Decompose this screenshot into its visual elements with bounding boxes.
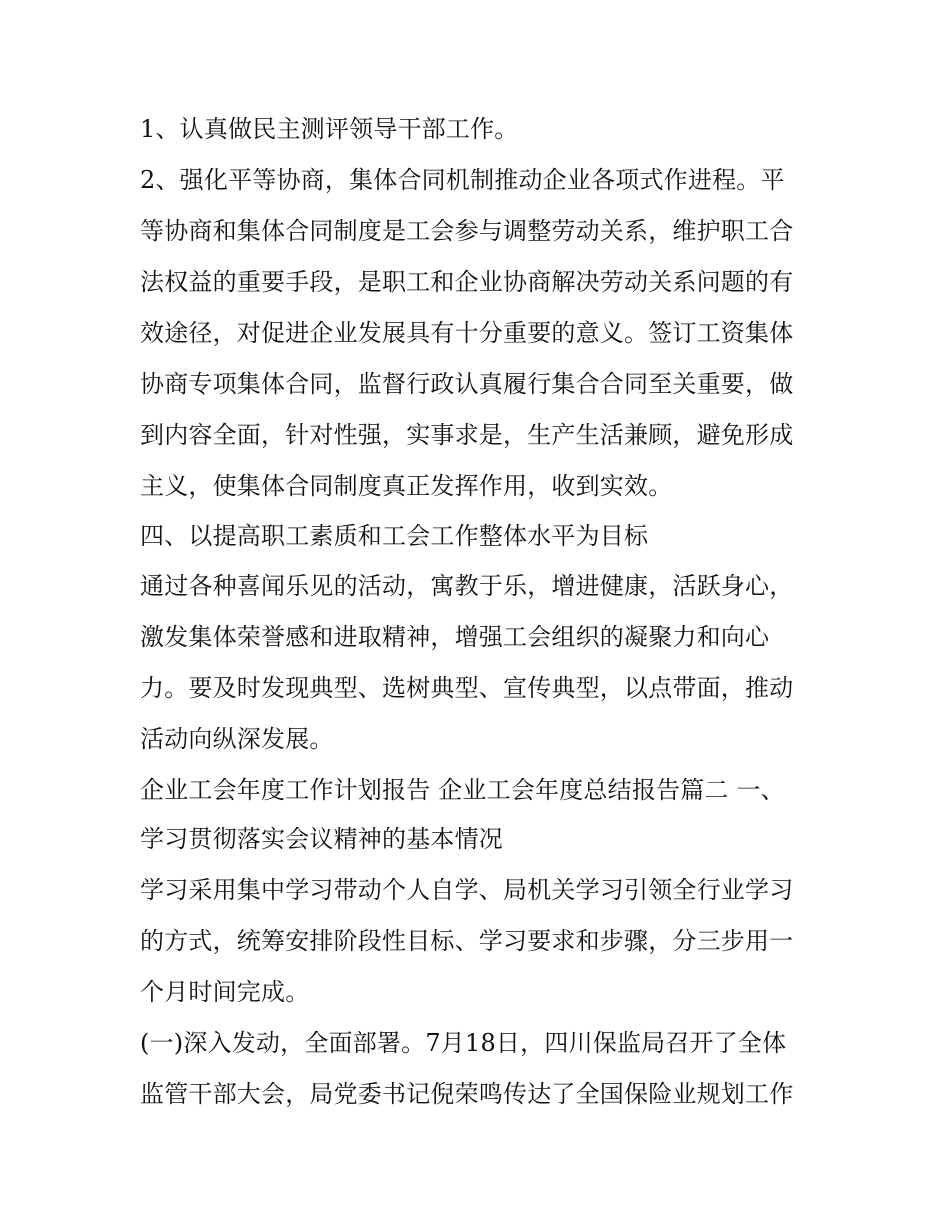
text-line: 激发集体荣誉感和进取精神，增强工会组织的凝聚力和向心 (140, 623, 770, 651)
text-line: 监管干部大会，局党委书记倪荣鸣传达了全国保险业规划工作 (140, 1080, 794, 1108)
text-line: 效途径，对促进企业发展具有十分重要的意义。签订工资集体 (140, 319, 794, 347)
section-heading: 学习贯彻落实会议精神的基本情况 (140, 825, 503, 853)
text-line: 力。要及时发现典型、选树典型、宣传典型，以点带面，推动 (140, 674, 794, 702)
text-line: 学习采用集中学习带动个人自学、局机关学习引领全行业学习 (140, 876, 794, 904)
text-line: 协商专项集体合同，监督行政认真履行集合合同至关重要，做 (140, 370, 794, 398)
text-line: (一)深入发动，全面部署。7月18日，四川保监局召开了全体 (140, 1029, 787, 1057)
section-heading: 企业工会年度工作计划报告 企业工会年度总结报告篇二 一、 (140, 776, 785, 804)
text-line: 主义，使集体合同制度真正发挥作用，收到实效。 (140, 472, 673, 500)
text-line: 通过各种喜闻乐见的活动，寓教于乐，增进健康，活跃身心， (140, 572, 794, 600)
section-heading: 四、以提高职工素质和工会工作整体水平为目标 (140, 522, 649, 550)
text-line: 到内容全面，针对性强，实事求是，生产生活兼顾，避免形成 (140, 421, 794, 449)
text-line: 活动向纵深发展。 (140, 725, 334, 753)
text-line: 法权益的重要手段，是职工和企业协商解决劳动关系问题的有 (140, 268, 794, 296)
text-line: 等协商和集体合同制度是工会参与调整劳动关系，维护职工合 (140, 217, 794, 245)
text-line: 2、强化平等协商，集体合同机制推动企业各项式作进程。平 (140, 166, 785, 194)
text-line: 个月时间完成。 (140, 978, 310, 1006)
text-line: 的方式，统筹安排阶段性目标、学习要求和步骤，分三步用一 (140, 927, 794, 955)
text-line: 1、认真做民主测评领导干部工作。 (140, 115, 519, 143)
